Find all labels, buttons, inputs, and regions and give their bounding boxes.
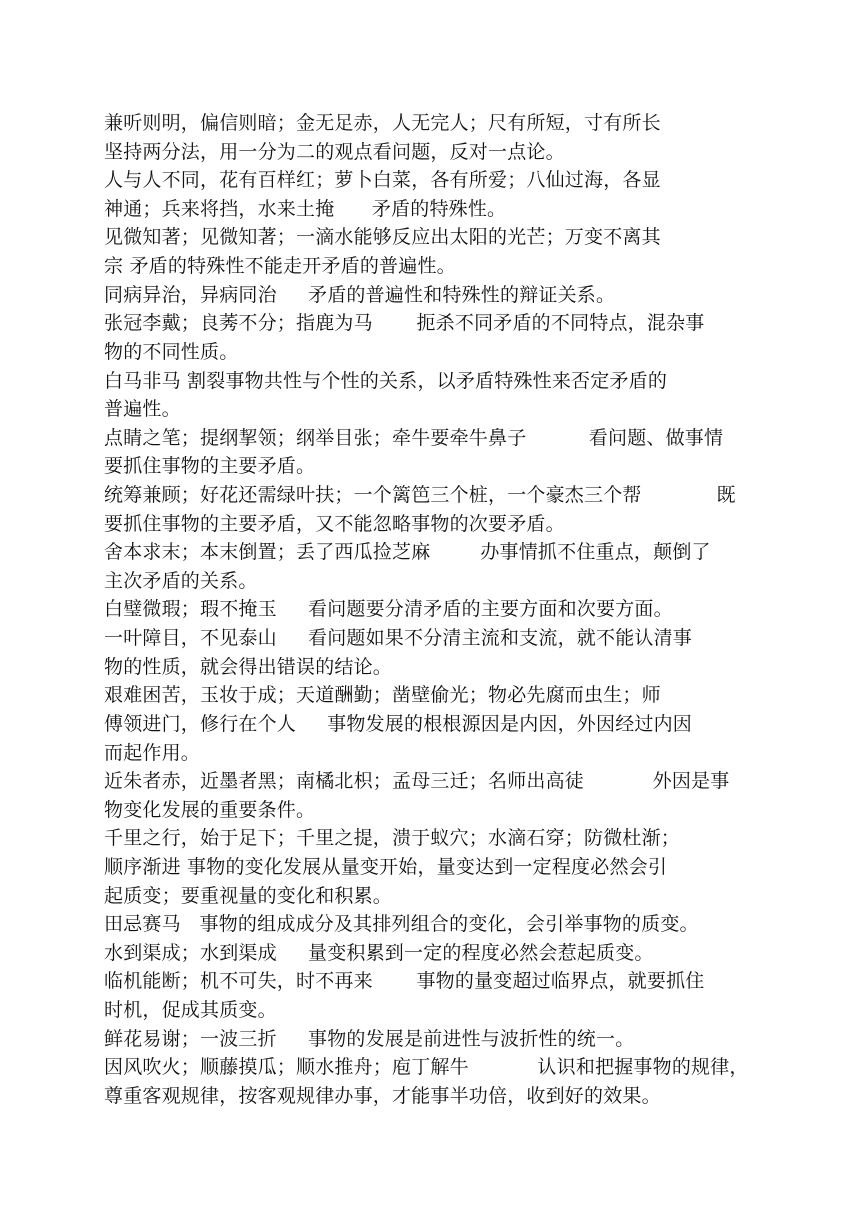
text-line: 主次矛盾的关系。 bbox=[104, 570, 258, 592]
text-line: 张冠李戴；良莠不分；指鹿为马 扼杀不同矛盾的不同特点，混杂事 bbox=[104, 312, 705, 334]
text-line: 鲜花易谢；一波三折 事物的发展是前进性与波折性的统一。 bbox=[104, 1028, 635, 1050]
text-line: 千里之行，始于足下；千里之提，溃于蚁穴；水滴石穿；防微杜渐； bbox=[104, 827, 681, 849]
text-line: 舍本求末；本末倒置；丢了西瓜捡芝麻 办事情抓不住重点，颠倒了 bbox=[104, 541, 711, 563]
text-line: 要抓住事物的主要矛盾，又不能忽略事物的次要矛盾。 bbox=[104, 513, 565, 535]
text-line: 普遍性。 bbox=[104, 398, 181, 420]
text-line: 宗 矛盾的特殊性不能走开矛盾的普遍性。 bbox=[104, 255, 456, 277]
text-line: 统筹兼顾；好花还需绿叶扶；一个篱笆三个桩，一个豪杰三个帮 既 bbox=[104, 484, 736, 506]
text-line: 临机能断；机不可失，时不再来 事物的量变超过临界点，就要抓住 bbox=[104, 970, 705, 992]
text-line: 白马非马 割裂事物共性与个性的关系，以矛盾特殊性来否定矛盾的 bbox=[104, 370, 668, 392]
text-line: 因风吹火；顺藤摸瓜；顺水推舟；庖丁解牛 认识和把握事物的规律， bbox=[104, 1056, 749, 1078]
text-line: 兼听则明，偏信则暗；金无足赤，人无完人；尺有所短，寸有所长 bbox=[104, 112, 661, 134]
text-line: 要抓住事物的主要矛盾。 bbox=[104, 455, 316, 477]
text-line: 水到渠成；水到渠成 量变积累到一定的程度必然会惹起质变。 bbox=[104, 942, 654, 964]
text-line: 顺序渐进 事物的变化发展从量变开始，量变达到一定程度必然会引 bbox=[104, 856, 668, 878]
text-line: 艰难困苦，玉妆于成；天道酬勤；凿壁偷光；物必先腐而虫生；师 bbox=[104, 684, 661, 706]
text-line: 点睛之笔；提纲挈领；纲举目张；牵牛要牵牛鼻子 看问题、做事情 bbox=[104, 427, 724, 449]
text-line: 起质变；要重视量的变化和积累。 bbox=[104, 885, 393, 907]
text-line: 田忌赛马 事物的组成成分及其排列组合的变化，会引举事物的质变。 bbox=[104, 913, 699, 935]
text-line: 时机，促成其质变。 bbox=[104, 999, 277, 1021]
text-line: 近朱者赤，近墨者黑；南橘北枳；孟母三迁；名师出高徒 外因是事 bbox=[104, 770, 730, 792]
text-line: 一叶障目，不见泰山 看问题如果不分清主流和支流，就不能认清事 bbox=[104, 627, 692, 649]
text-line: 白璧微瑕；瑕不掩玉 看问题要分清矛盾的主要方面和次要方面。 bbox=[104, 598, 673, 620]
text-line: 人与人不同，花有百样红；萝卜白菜，各有所爱；八仙过海，各显 bbox=[104, 169, 661, 191]
text-line: 物的不同性质。 bbox=[104, 341, 239, 363]
text-line: 而起作用。 bbox=[104, 742, 201, 764]
text-line: 傅领进门，修行在个人 事物发展的根根源因是内因，外因经过内因 bbox=[104, 713, 692, 735]
text-line: 坚持两分法，用一分为二的观点看问题，反对一点论。 bbox=[104, 141, 565, 163]
text-line: 神通；兵来将挡，水来土掩 矛盾的特殊性。 bbox=[104, 198, 507, 220]
text-line: 物的性质，就会得出错误的结论。 bbox=[104, 656, 393, 678]
text-line: 同病异治，异病同治 矛盾的普遍性和特殊性的辩证关系。 bbox=[104, 284, 616, 306]
text-line: 尊重客观规律，按客观规律办事，才能事半功倍，收到好的效果。 bbox=[104, 1085, 661, 1107]
text-line: 见微知著；见微知著；一滴水能够反应出太阳的光芒；万变不离其 bbox=[104, 226, 661, 248]
text-line: 物变化发展的重要条件。 bbox=[104, 799, 316, 821]
